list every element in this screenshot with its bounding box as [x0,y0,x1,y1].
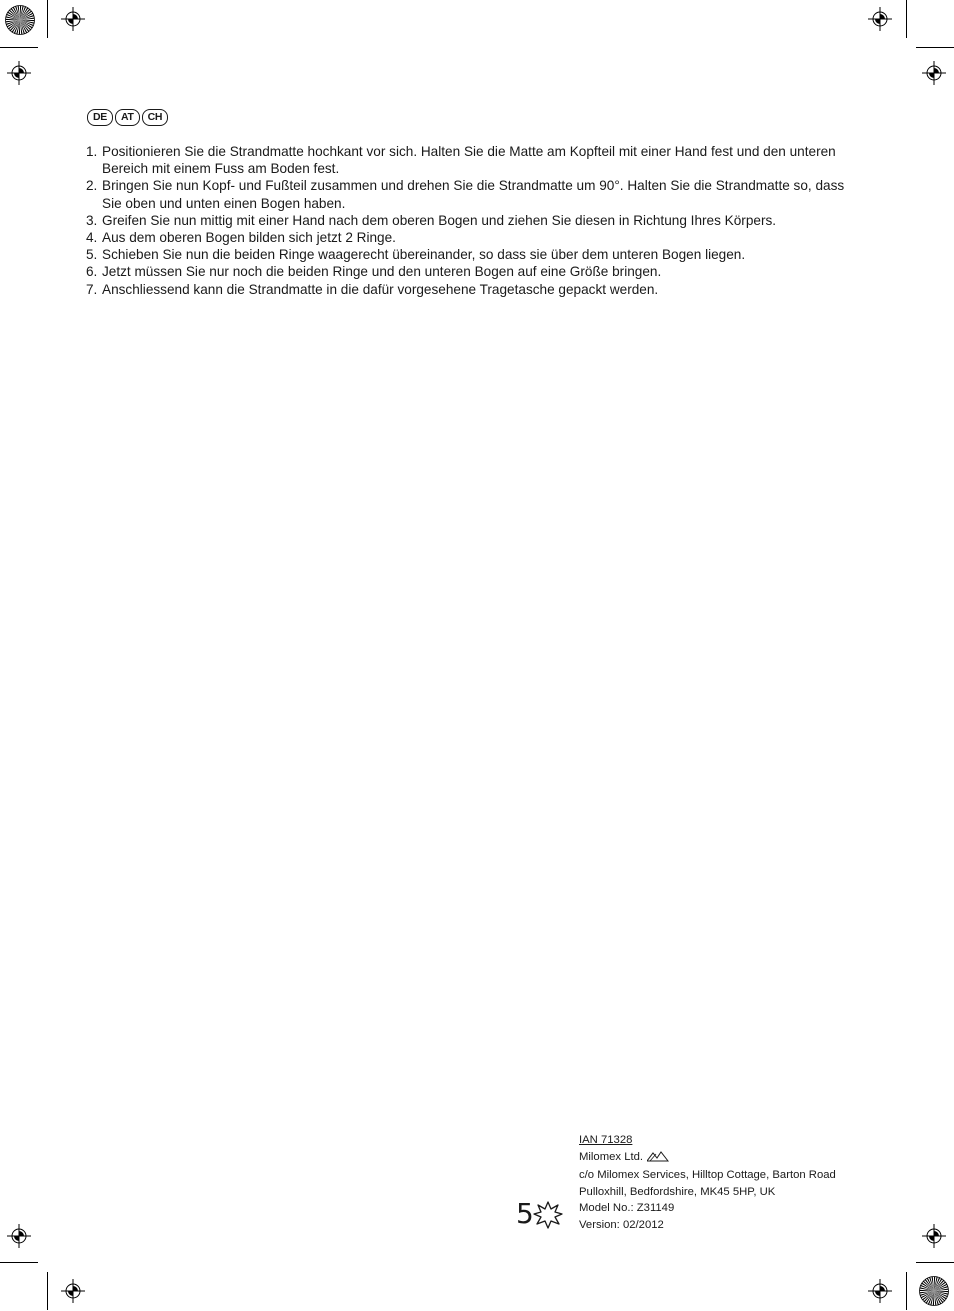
step-text: Schieben Sie nun die beiden Ringe waagerecht übereinander, so dass sie über dem unteren Bogen liegen. [102,247,746,263]
ian-number: IAN 71328 [579,1134,633,1146]
corner-starburst-icon [5,5,35,35]
step-text: Greifen Sie nun mittig mit einer Hand nach dem oberen Bogen und ziehen Sie diesen in Richtung Ihres Körpers. [102,212,777,228]
list-item: 4. Aus dem oberen Bogen bilden sich jetzt 2 Ringe. [86,230,396,246]
crosshair-circle-icon [922,1224,946,1248]
list-item: 1. Positionieren Sie die Strandmatte hochkant vor sich. Halten Sie die Matte am Kopfteil mit einer Hand fest und den unteren Bereich mit einem Fuss am Boden fest. [86,144,836,177]
crop-line [0,1262,38,1263]
crop-line [916,1262,954,1263]
crop-line [47,0,48,38]
step-text: Anschliessend kann die Strandmatte in die dafür vorgesehene Tragetasche gepackt werden. [102,281,659,297]
crop-line [906,0,907,38]
company-name: Milomex Ltd. [579,1149,836,1168]
list-item: 2. Bringen Sie nun Kopf- und Fußteil zusammen und drehen Sie die Strandmatte um 90°. Halten Sie die Strandmatte so, dass Sie oben und unten einen Bogen haben. [86,178,845,211]
corner-starburst-icon [919,1276,949,1306]
version: Version: 02/2012 [579,1218,664,1231]
crosshair-circle-icon [868,1279,892,1303]
country-badge-ch: CH [142,109,169,126]
step-text: Bringen Sie nun Kopf- und Fußteil zusammen und drehen Sie die Strandmatte um 90°. Halten Sie die Strandmatte so, dass Sie oben und unten einen Bogen haben. [102,178,845,211]
crosshair-circle-icon [61,7,85,31]
crosshair-circle-icon [7,61,31,85]
instruction-list [86,143,866,298]
address-line-1: c/o Milomex Services, Hilltop Cottage, Barton Road [579,1169,836,1181]
manufacturer-info [579,1132,836,1233]
page-number: 5 [516,1197,534,1230]
step-text: Aus dem oberen Bogen bilden sich jetzt 2 Ringe. [102,230,396,246]
crop-line [0,47,38,48]
list-item: 6. Jetzt müssen Sie nur noch die beiden Ringe und den unteren Bogen auf eine Größe bringen. [86,264,662,280]
step-text: Jetzt müssen Sie nur noch die beiden Ringe und den unteren Bogen auf eine Größe bringen. [102,264,662,280]
model-number: Model No.: Z31149 [579,1202,675,1214]
address-line-2: Pulloxhill, Bedfordshire, MK45 5HP, UK [579,1185,776,1198]
crop-line [906,1272,907,1310]
list-item: 3. Greifen Sie nun mittig mit einer Hand nach dem oberen Bogen und ziehen Sie diesen in Richtung Ihres Körpers. [86,212,777,228]
step-text: Positionieren Sie die Strandmatte hochkant vor sich. Halten Sie die Matte am Kopfteil mit einer Hand fest und den unteren Bereich mit einem Fuss am Boden fest. [102,144,836,177]
country-badge-at: AT [115,109,140,126]
country-badge-de: DE [87,109,113,126]
crop-line [916,47,954,48]
crosshair-circle-icon [61,1279,85,1303]
star-outline-icon [533,1201,563,1229]
crosshair-circle-icon [922,61,946,85]
list-item: 7. Anschliessend kann die Strandmatte in die dafür vorgesehene Tragetasche gepackt werden. [86,281,659,297]
list-item: 5. Schieben Sie nun die beiden Ringe waagerecht übereinander, so dass sie über dem unteren Bogen liegen. [86,247,746,263]
mountain-logo-icon [647,1151,669,1168]
country-badges [87,109,168,126]
crosshair-circle-icon [7,1224,31,1248]
crop-line [47,1272,48,1310]
crosshair-circle-icon [868,7,892,31]
